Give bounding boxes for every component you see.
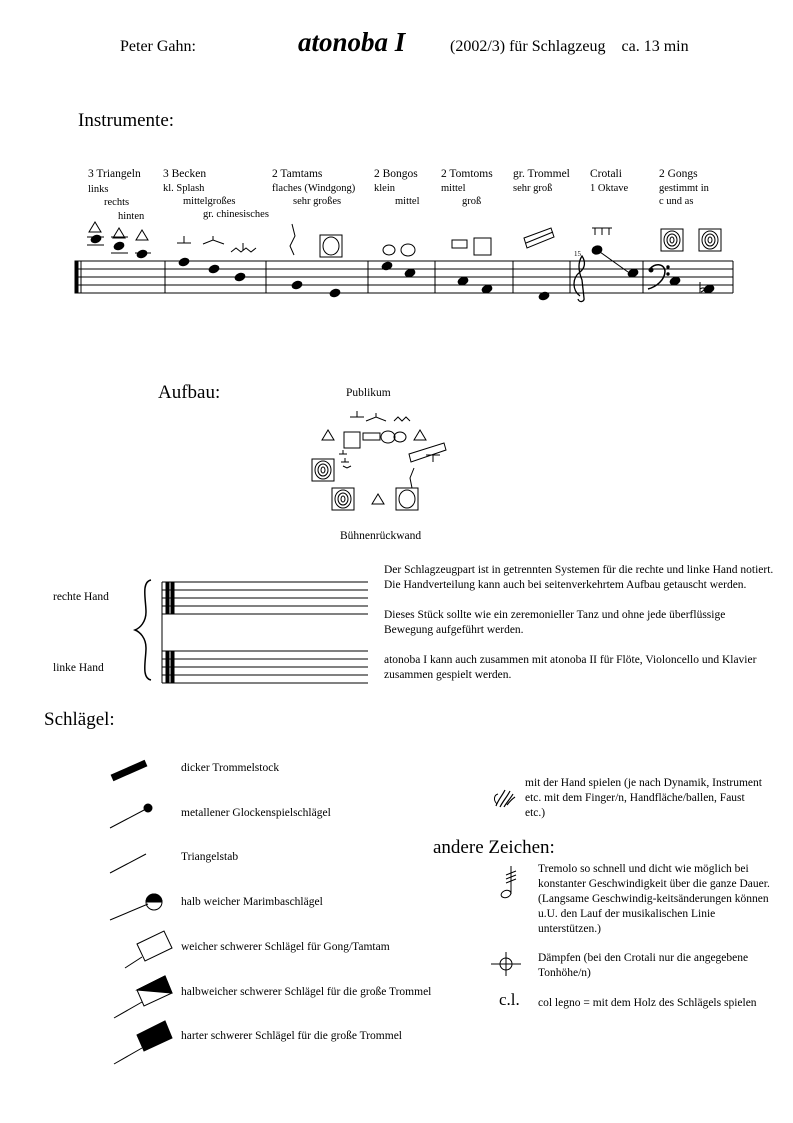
bassdrum-hard-mallet-icon (114, 1021, 172, 1064)
crotali-octave: 1 Oktave (590, 183, 629, 194)
tomtoms-large: groß (462, 196, 482, 207)
mallets-heading: Schlägel: (44, 709, 115, 730)
cymbals-name: 3 Becken (163, 168, 207, 180)
mallet-bassdrum-hard: harter schwerer Schlägel für die große Trommel (181, 1030, 402, 1042)
instrument-staff (75, 261, 733, 293)
tamtams-name: 2 Tamtams (272, 168, 323, 180)
bongos-small: klein (374, 183, 395, 194)
octave-mark: 15 (574, 250, 581, 258)
bassdrum-medium-mallet-icon (114, 976, 172, 1018)
tomtoms-notation (452, 238, 493, 294)
tremolo-icon (500, 866, 516, 899)
tamtams-large: sehr großes (293, 196, 342, 207)
hand-staves (135, 580, 368, 683)
note-ceremonial: Dieses Stück sollte wie ein zeremonieller Tanz und ohne jede überflüssige Bewegung aufgeführt werden. (384, 609, 726, 636)
glockenspiel-mallet-icon (110, 804, 152, 828)
backwall-label: Bühnenrückwand (340, 530, 422, 542)
triangles-back: hinten (118, 211, 145, 222)
mallet-gong-soft: weicher schwerer Schlägel für Gong/Tamtam (181, 941, 390, 953)
mallet-bassdrum-medium: halbweicher schwerer Schlägel für die große Trommel (181, 986, 432, 998)
crotali-name: Crotali (590, 168, 622, 180)
mallet-glockenspiel: metallener Glockenspielschlägel (181, 807, 331, 819)
gongs-tuned: gestimmt in (659, 183, 709, 194)
gongs-pitches: c und as (659, 196, 694, 207)
hand-play-icon (494, 790, 515, 807)
cymbals-chinese: gr. chinesisches (203, 209, 269, 220)
triangles-left: links (88, 184, 109, 195)
note-hand-distribution: Der Schlagzeugpart ist in getrennten Systemen für die rechte und linke Hand notiert. Die Handverteilung kann auch bei seitenverkehrtem Aufbau getauscht werden. (384, 564, 774, 591)
triangles-right: rechts (104, 197, 130, 208)
bongos-medium: mittel (395, 196, 420, 207)
triangle-beater-icon (110, 854, 146, 873)
piece-info: (2002/3) für Schlagzeug ca. 13 min (450, 38, 689, 55)
damp-text: Dämpfen (bei den Crotali nur die angegebene Tonhöhe/n) (538, 952, 749, 979)
thick-drumstick-icon (112, 763, 146, 778)
col-legno-text: col legno = mit dem Holz des Schlägels spielen (538, 997, 757, 1009)
setup-heading: Aufbau: (158, 382, 221, 403)
cymbals-notation (177, 236, 256, 282)
hand-play-text: mit der Hand spielen (je nach Dynamik, Instrument etc. mit dem Finger/n, Handfläche/ballen, Faust etc.) (525, 777, 762, 819)
instruments-heading: Instrumente: (78, 110, 175, 131)
bongos-name: 2 Bongos (374, 168, 418, 180)
tamtams-wind: flaches (Windgong) (272, 183, 356, 194)
triangles-name: 3 Triangeln (88, 168, 141, 180)
composer-name: Peter Gahn: (120, 38, 196, 55)
right-hand-label: rechte Hand (53, 591, 109, 603)
bassdrum-notation (524, 228, 554, 301)
tremolo-text: Tremolo so schnell und dicht wie möglich bei konstanter Geschwindigkeit über die ganze Dauer. (Langsame Geschwindig-keitsänderungen können u.U. den Lauf der musikalischen Linie unterstützen.) (538, 863, 770, 935)
mallet-triangle-beater: Triangelstab (181, 851, 239, 863)
audience-label: Publikum (346, 387, 391, 399)
tomtoms-name: 2 Tomtoms (441, 168, 493, 180)
cymbals-medium: mittelgroßes (183, 196, 236, 207)
triangles-notation (87, 222, 151, 259)
piece-title: atonoba I (298, 27, 406, 57)
col-legno-symbol: c.l. (499, 990, 520, 1009)
gongs-name: 2 Gongs (659, 168, 698, 180)
damping-icon (491, 952, 521, 976)
mallet-marimba: halb weicher Marimbaschlägel (181, 896, 323, 908)
signs-heading: andere Zeichen: (433, 837, 555, 858)
mallet-thick-stick: dicker Trommelstock (181, 762, 280, 774)
crotali-notation (574, 228, 639, 302)
cymbals-splash: kl. Splash (163, 183, 205, 194)
gong-mallet-icon (125, 931, 172, 968)
tomtoms-medium: mittel (441, 183, 466, 194)
bassdrum-name: gr. Trommel (513, 168, 570, 180)
note-combination: atonoba I kann auch zusammen mit atonoba II für Flöte, Violoncello und Klavier zusammen gespielt werden. (384, 654, 757, 681)
setup-diagram (312, 411, 446, 510)
marimba-mallet-icon (110, 894, 162, 920)
left-hand-label: linke Hand (53, 662, 104, 674)
bassdrum-size: sehr groß (513, 183, 553, 194)
